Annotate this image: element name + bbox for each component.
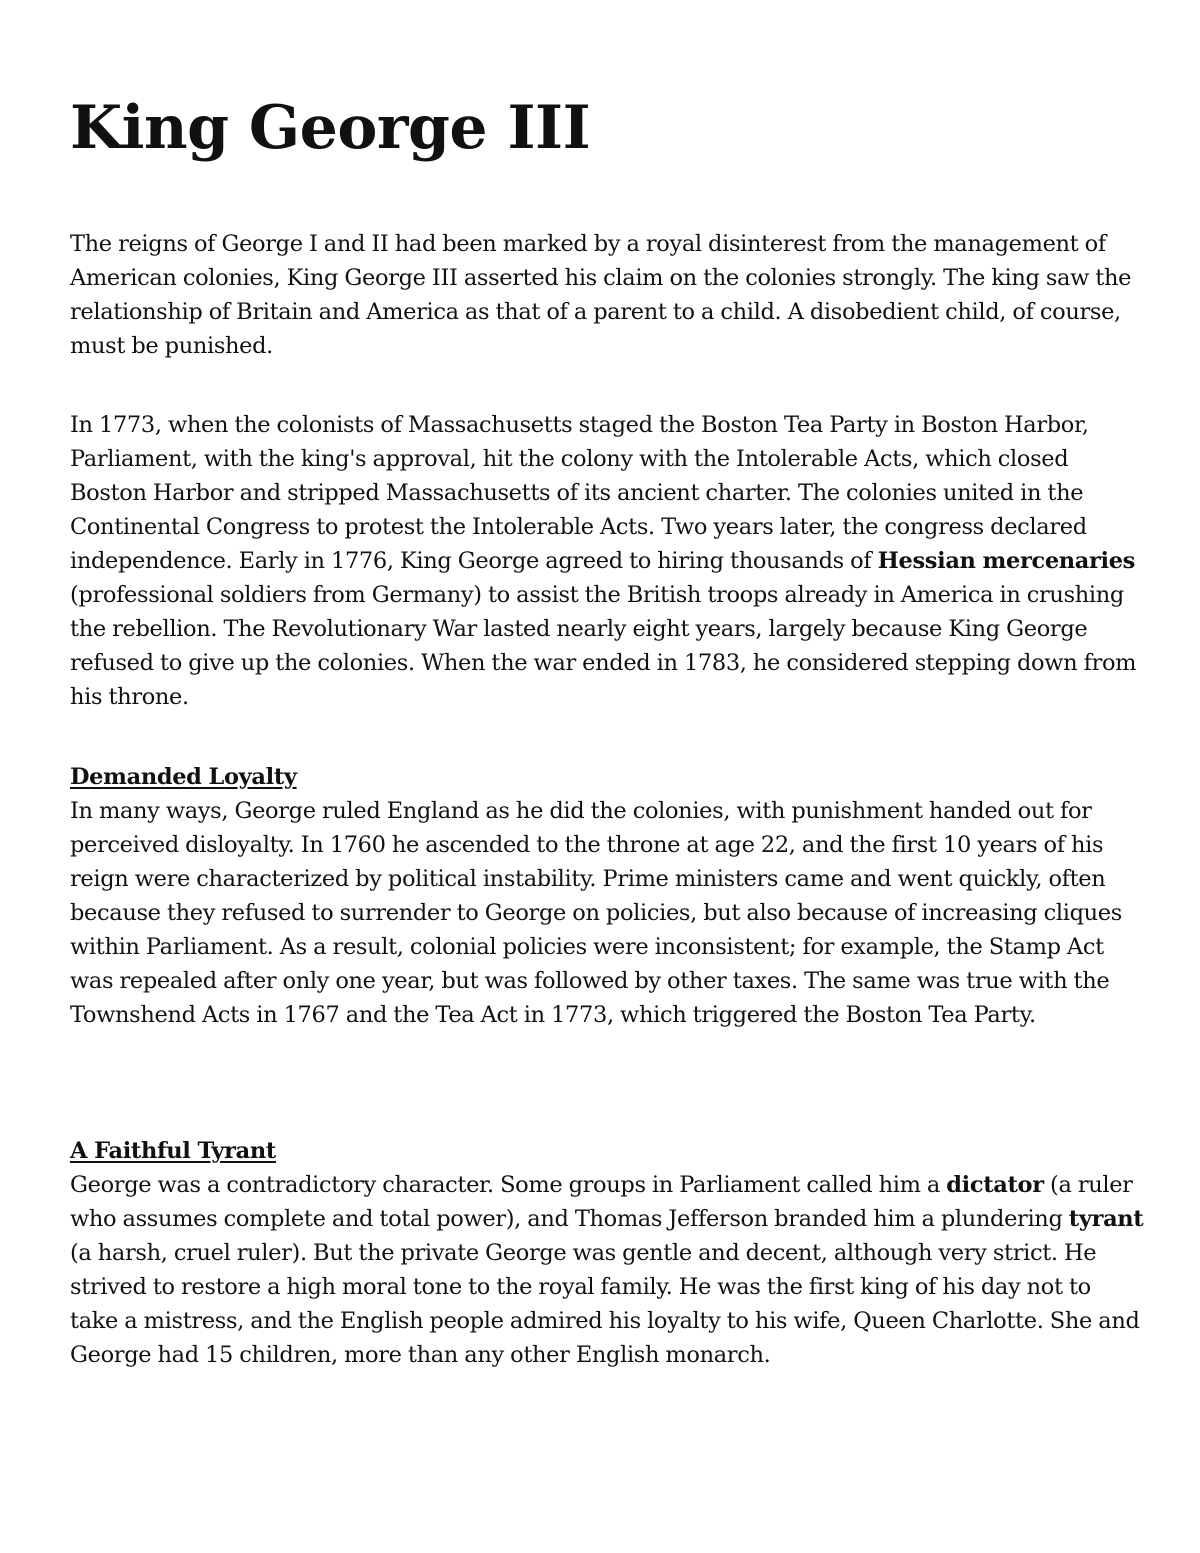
tea-party-paragraph — [70, 408, 1145, 714]
section-heading: Demanded Loyalty — [70, 764, 297, 790]
section-body: George was a contradictory character. Some groups in Parliament called him a — [70, 1172, 947, 1198]
section-heading: A Faithful Tyrant — [70, 1138, 276, 1164]
paragraph-text: (professional soldiers from Germany) to assist the British troops already in America in crushing the rebellion. The Revolutionary War lasted nearly eight years, largely because King George refused to give up the colonies. When the war ended in 1783, he considered stepping down from his throne. — [70, 582, 1137, 710]
section-body: (a harsh, cruel ruler). But the private George was gentle and decent, although very strict. He strived to restore a high moral tone to the royal family. He was the first king of his day not to take a mistress, and the English people admired his loyalty to his wife, Queen Charlotte. She and George had 15 children, more than any other English monarch. — [70, 1240, 1140, 1368]
document-title: King George III — [70, 93, 591, 163]
bold-term-tyrant: tyrant — [1068, 1206, 1144, 1232]
intro-paragraph: The reigns of George I and II had been marked by a royal disinterest from the management of American colonies, King George III asserted his claim on the colonies strongly. The king saw the relationship of Britain and America as that of a parent to a child. A disobedient child, of course, must be punished. — [70, 231, 1132, 359]
paragraph-text: In 1773, when the colonists of Massachusetts staged the Boston Tea Party in Boston Harbor, Parliament, with the king's approval, hit the colony with the Intolerable Acts, which closed Boston Harbor and stripped Massachusetts of its ancient charter. The colonies united in the Continental Congress to protest the Intolerable Acts. Two years later, the congress declared independence. Early in 1776, King George agreed to hiring thousands of — [70, 412, 1089, 574]
bold-term-hessian-mercenaries: Hessian mercenaries — [877, 548, 1135, 574]
section-faithful-tyrant — [70, 1134, 1145, 1372]
section-body: (a ruler who assumes complete and total power), and Thomas Jefferson branded him a plundering — [70, 1172, 1133, 1232]
section-body: In many ways, George ruled England as he did the colonies, with punishment handed out for perceived disloyalty. In 1760 he ascended to the throne at age 22, and the first 10 years of his reign were characterized by political instability. Prime ministers came and went quickly, often because they refused to surrender to George on policies, but also because of increasing cliques within Parliament. As a result, colonial policies were inconsistent; for example, the Stamp Act was repealed after only one year, but was followed by other taxes. The same was true with the Townshend Acts in 1767 and the Tea Act in 1773, which triggered the Boston Tea Party. — [70, 798, 1122, 1028]
bold-term-dictator: dictator — [946, 1172, 1044, 1198]
section-demanded-loyalty — [70, 760, 1145, 1032]
